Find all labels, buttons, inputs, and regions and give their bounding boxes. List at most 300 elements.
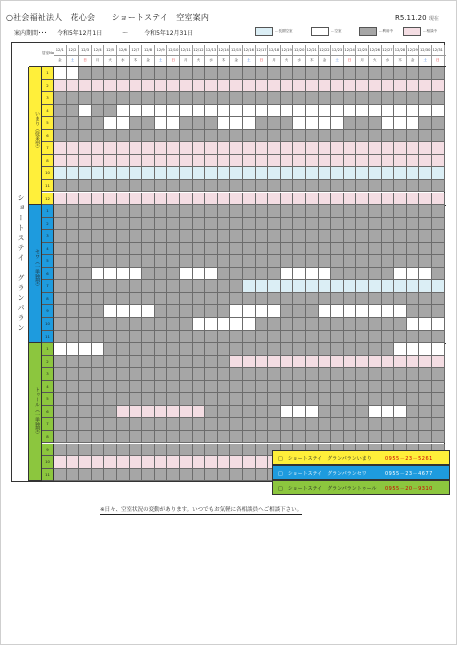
occupied-cell bbox=[54, 230, 67, 243]
occupied-cell bbox=[130, 92, 143, 105]
occupied-cell bbox=[432, 268, 445, 281]
vacant-cell[interactable] bbox=[394, 268, 407, 281]
consulting-cell bbox=[344, 155, 357, 168]
vacant-cell[interactable] bbox=[117, 117, 130, 130]
vacant-cell[interactable] bbox=[230, 305, 243, 318]
occupied-cell bbox=[331, 205, 344, 218]
occupied-cell bbox=[230, 368, 243, 381]
occupied-cell bbox=[419, 393, 432, 406]
vacant-cell[interactable] bbox=[344, 305, 357, 318]
consulting-cell bbox=[167, 142, 180, 155]
contact-name: □ ショートステイ グランパランいまり bbox=[278, 456, 372, 462]
occupied-cell bbox=[331, 343, 344, 356]
long-vacant-cell[interactable] bbox=[407, 280, 420, 293]
vacant-cell[interactable] bbox=[218, 105, 231, 118]
occupied-cell bbox=[407, 431, 420, 444]
occupied-cell bbox=[256, 180, 269, 193]
vacant-cell[interactable] bbox=[432, 318, 445, 331]
vacant-cell[interactable] bbox=[407, 105, 420, 118]
weekday-header: 金 bbox=[230, 55, 243, 66]
consulting-cell bbox=[142, 80, 155, 93]
vacant-cell[interactable] bbox=[155, 117, 168, 130]
vacant-cell[interactable] bbox=[230, 117, 243, 130]
consulting-cell bbox=[117, 456, 130, 469]
vacant-cell[interactable] bbox=[230, 105, 243, 118]
occupied-cell bbox=[117, 230, 130, 243]
date-header: 12/16 bbox=[243, 45, 256, 55]
occupied-cell bbox=[92, 469, 105, 482]
occupied-cell bbox=[306, 255, 319, 268]
long-vacant-cell[interactable] bbox=[369, 280, 382, 293]
date-header: 12/25 bbox=[356, 45, 369, 55]
vacant-cell[interactable] bbox=[205, 318, 218, 331]
vacant-cell[interactable] bbox=[382, 406, 395, 419]
occupied-cell bbox=[193, 130, 206, 143]
vacant-cell[interactable] bbox=[319, 305, 332, 318]
long-vacant-cell[interactable] bbox=[218, 167, 231, 180]
occupied-cell bbox=[369, 418, 382, 431]
consulting-cell bbox=[382, 356, 395, 369]
occupied-cell bbox=[306, 130, 319, 143]
long-vacant-cell[interactable] bbox=[243, 167, 256, 180]
vacant-cell[interactable] bbox=[104, 305, 117, 318]
occupied-cell bbox=[356, 218, 369, 231]
occupied-cell bbox=[155, 368, 168, 381]
occupied-cell bbox=[92, 255, 105, 268]
occupied-cell bbox=[104, 356, 117, 369]
long-vacant-cell[interactable] bbox=[256, 167, 269, 180]
occupied-cell bbox=[407, 92, 420, 105]
vacant-cell[interactable] bbox=[117, 105, 130, 118]
vacant-cell[interactable] bbox=[407, 117, 420, 130]
vacant-cell[interactable] bbox=[382, 305, 395, 318]
vacant-cell[interactable] bbox=[167, 117, 180, 130]
occupied-cell bbox=[230, 444, 243, 457]
vacant-cell[interactable] bbox=[54, 67, 67, 80]
occupied-cell bbox=[230, 130, 243, 143]
occupied-cell bbox=[432, 381, 445, 394]
long-vacant-cell[interactable] bbox=[205, 167, 218, 180]
weekday-header: 日 bbox=[432, 55, 445, 66]
vacant-cell[interactable] bbox=[293, 406, 306, 419]
occupied-cell bbox=[218, 218, 231, 231]
consulting-cell bbox=[205, 155, 218, 168]
occupied-cell bbox=[256, 343, 269, 356]
occupied-cell bbox=[331, 431, 344, 444]
vacant-cell[interactable] bbox=[394, 305, 407, 318]
vacant-cell[interactable] bbox=[268, 305, 281, 318]
occupied-cell bbox=[281, 318, 294, 331]
occupied-cell bbox=[281, 218, 294, 231]
vacant-cell[interactable] bbox=[142, 105, 155, 118]
vacant-cell[interactable] bbox=[331, 305, 344, 318]
facility-column bbox=[12, 67, 29, 481]
long-vacant-cell[interactable] bbox=[92, 167, 105, 180]
long-vacant-cell[interactable] bbox=[369, 167, 382, 180]
vacant-cell[interactable] bbox=[419, 268, 432, 281]
occupied-cell bbox=[268, 368, 281, 381]
weekday-header: 土 bbox=[155, 55, 168, 66]
vacant-cell[interactable] bbox=[306, 406, 319, 419]
vacant-cell[interactable] bbox=[281, 105, 294, 118]
vacant-cell[interactable] bbox=[382, 117, 395, 130]
occupied-cell bbox=[356, 268, 369, 281]
consulting-cell bbox=[319, 142, 332, 155]
long-vacant-cell[interactable] bbox=[193, 167, 206, 180]
vacant-cell[interactable] bbox=[205, 268, 218, 281]
vacant-cell[interactable] bbox=[167, 105, 180, 118]
occupied-cell bbox=[432, 293, 445, 306]
vacant-cell[interactable] bbox=[369, 105, 382, 118]
long-vacant-cell[interactable] bbox=[117, 167, 130, 180]
long-vacant-cell[interactable] bbox=[382, 280, 395, 293]
vacant-cell[interactable] bbox=[218, 117, 231, 130]
vacant-cell[interactable] bbox=[407, 318, 420, 331]
long-vacant-cell[interactable] bbox=[130, 167, 143, 180]
occupied-cell bbox=[281, 180, 294, 193]
occupied-cell bbox=[281, 331, 294, 344]
consulting-cell bbox=[218, 456, 231, 469]
occupied-cell bbox=[155, 469, 168, 482]
occupied-cell bbox=[230, 406, 243, 419]
long-vacant-cell[interactable] bbox=[344, 167, 357, 180]
vacant-cell[interactable] bbox=[243, 117, 256, 130]
long-vacant-cell[interactable] bbox=[394, 167, 407, 180]
occupied-cell bbox=[117, 293, 130, 306]
vacant-cell[interactable] bbox=[218, 318, 231, 331]
long-vacant-cell[interactable] bbox=[293, 280, 306, 293]
long-vacant-cell[interactable] bbox=[382, 167, 395, 180]
occupied-cell bbox=[356, 418, 369, 431]
occupied-cell bbox=[130, 381, 143, 394]
vacant-cell[interactable] bbox=[382, 105, 395, 118]
occupied-cell bbox=[67, 230, 80, 243]
vacant-cell[interactable] bbox=[117, 305, 130, 318]
occupied-cell bbox=[92, 418, 105, 431]
occupied-cell bbox=[369, 293, 382, 306]
occupied-cell bbox=[79, 368, 92, 381]
long-vacant-cell[interactable] bbox=[319, 167, 332, 180]
occupied-cell bbox=[243, 180, 256, 193]
occupied-cell bbox=[167, 130, 180, 143]
vacant-cell[interactable] bbox=[319, 117, 332, 130]
occupied-cell bbox=[331, 318, 344, 331]
vacant-cell[interactable] bbox=[394, 105, 407, 118]
occupied-cell bbox=[155, 205, 168, 218]
consulting-cell bbox=[281, 193, 294, 206]
occupied-cell bbox=[79, 268, 92, 281]
long-vacant-cell[interactable] bbox=[155, 167, 168, 180]
long-vacant-cell[interactable] bbox=[306, 280, 319, 293]
long-vacant-cell[interactable] bbox=[243, 280, 256, 293]
vacant-cell[interactable] bbox=[419, 105, 432, 118]
occupied-cell bbox=[67, 205, 80, 218]
vacant-cell[interactable] bbox=[281, 268, 294, 281]
long-vacant-cell[interactable] bbox=[256, 280, 269, 293]
vacant-cell[interactable] bbox=[79, 343, 92, 356]
occupied-cell bbox=[281, 305, 294, 318]
unit-name: トゥール（一単独型） bbox=[34, 387, 40, 438]
occupied-cell bbox=[142, 255, 155, 268]
occupied-cell bbox=[319, 67, 332, 80]
occupied-cell bbox=[256, 418, 269, 431]
vacant-cell[interactable] bbox=[54, 343, 67, 356]
vacant-cell[interactable] bbox=[243, 318, 256, 331]
consulting-cell bbox=[67, 456, 80, 469]
occupied-cell bbox=[218, 305, 231, 318]
vacant-cell[interactable] bbox=[256, 105, 269, 118]
occupied-cell bbox=[130, 130, 143, 143]
vacant-cell[interactable] bbox=[293, 105, 306, 118]
occupied-cell bbox=[130, 205, 143, 218]
occupied-cell bbox=[54, 444, 67, 457]
vacant-cell[interactable] bbox=[369, 406, 382, 419]
vacant-cell[interactable] bbox=[394, 117, 407, 130]
consulting-cell bbox=[67, 80, 80, 93]
consulting-cell bbox=[180, 142, 193, 155]
long-vacant-cell[interactable] bbox=[142, 167, 155, 180]
occupied-cell bbox=[54, 92, 67, 105]
consulting-cell bbox=[205, 456, 218, 469]
occupied-cell bbox=[117, 255, 130, 268]
long-vacant-cell[interactable] bbox=[432, 280, 445, 293]
vacant-cell[interactable] bbox=[394, 406, 407, 419]
long-vacant-cell[interactable] bbox=[104, 167, 117, 180]
occupied-cell bbox=[344, 117, 357, 130]
long-vacant-cell[interactable] bbox=[432, 167, 445, 180]
occupied-cell bbox=[104, 280, 117, 293]
occupied-cell bbox=[155, 180, 168, 193]
vacant-cell[interactable] bbox=[243, 305, 256, 318]
long-vacant-cell[interactable] bbox=[319, 280, 332, 293]
vacant-cell[interactable] bbox=[407, 268, 420, 281]
room-number: 2 bbox=[42, 218, 54, 231]
vacant-cell[interactable] bbox=[407, 343, 420, 356]
consulting-cell bbox=[407, 356, 420, 369]
vacant-cell[interactable] bbox=[306, 117, 319, 130]
long-vacant-cell[interactable] bbox=[306, 167, 319, 180]
occupied-cell bbox=[243, 255, 256, 268]
occupied-cell bbox=[356, 67, 369, 80]
long-vacant-cell[interactable] bbox=[67, 167, 80, 180]
occupied-cell bbox=[104, 205, 117, 218]
occupied-cell bbox=[142, 343, 155, 356]
date-header: 12/6 bbox=[117, 45, 130, 55]
consulting-cell bbox=[104, 155, 117, 168]
long-vacant-cell[interactable] bbox=[419, 167, 432, 180]
vacant-cell[interactable] bbox=[67, 343, 80, 356]
occupied-cell bbox=[356, 205, 369, 218]
vacant-cell[interactable] bbox=[369, 305, 382, 318]
vacant-cell[interactable] bbox=[180, 105, 193, 118]
occupied-cell bbox=[268, 205, 281, 218]
occupied-cell bbox=[281, 255, 294, 268]
weekday-header: 土 bbox=[331, 55, 344, 66]
long-vacant-cell[interactable] bbox=[281, 280, 294, 293]
vacant-cell[interactable] bbox=[432, 343, 445, 356]
occupied-cell bbox=[67, 469, 80, 482]
occupied-cell bbox=[293, 255, 306, 268]
long-vacant-cell[interactable] bbox=[356, 167, 369, 180]
vacant-cell[interactable] bbox=[180, 268, 193, 281]
consulting-cell bbox=[92, 456, 105, 469]
occupied-cell bbox=[256, 205, 269, 218]
room-number: 11 bbox=[42, 331, 54, 344]
occupied-cell bbox=[67, 130, 80, 143]
long-vacant-cell[interactable] bbox=[407, 167, 420, 180]
vacant-cell[interactable] bbox=[293, 268, 306, 281]
long-vacant-cell[interactable] bbox=[180, 167, 193, 180]
long-vacant-cell[interactable] bbox=[167, 167, 180, 180]
vacant-cell[interactable] bbox=[344, 105, 357, 118]
room-number: 11 bbox=[42, 469, 54, 482]
occupied-cell bbox=[218, 393, 231, 406]
consulting-cell bbox=[394, 80, 407, 93]
vacant-cell[interactable] bbox=[281, 406, 294, 419]
occupied-cell bbox=[281, 393, 294, 406]
occupied-cell bbox=[382, 431, 395, 444]
vacant-cell[interactable] bbox=[432, 105, 445, 118]
occupied-cell bbox=[117, 393, 130, 406]
consulting-cell bbox=[230, 142, 243, 155]
vacant-cell[interactable] bbox=[319, 105, 332, 118]
vacant-cell[interactable] bbox=[419, 318, 432, 331]
vacant-cell[interactable] bbox=[104, 268, 117, 281]
vacant-cell[interactable] bbox=[293, 117, 306, 130]
occupied-cell bbox=[382, 268, 395, 281]
consulting-cell bbox=[331, 356, 344, 369]
occupied-cell bbox=[79, 293, 92, 306]
vacant-cell[interactable] bbox=[193, 105, 206, 118]
vacant-cell[interactable] bbox=[331, 105, 344, 118]
date-header: 12/7 bbox=[130, 45, 143, 55]
occupied-cell bbox=[218, 280, 231, 293]
consulting-cell bbox=[407, 142, 420, 155]
vacant-cell[interactable] bbox=[306, 268, 319, 281]
vacant-cell[interactable] bbox=[331, 117, 344, 130]
vacant-cell[interactable] bbox=[319, 268, 332, 281]
long-vacant-cell[interactable] bbox=[331, 167, 344, 180]
occupied-cell bbox=[218, 92, 231, 105]
occupied-cell bbox=[117, 356, 130, 369]
consulting-cell bbox=[419, 80, 432, 93]
date-header: 12/28 bbox=[394, 45, 407, 55]
vacant-cell[interactable] bbox=[130, 268, 143, 281]
consulting-cell bbox=[344, 356, 357, 369]
consulting-cell bbox=[205, 80, 218, 93]
occupied-cell bbox=[155, 280, 168, 293]
occupied-cell bbox=[79, 356, 92, 369]
vacant-cell[interactable] bbox=[142, 305, 155, 318]
vacant-cell[interactable] bbox=[193, 268, 206, 281]
occupied-cell bbox=[130, 280, 143, 293]
occupied-cell bbox=[407, 368, 420, 381]
consulting-cell bbox=[180, 80, 193, 93]
weekday-header: 水 bbox=[117, 55, 130, 66]
occupied-cell bbox=[382, 205, 395, 218]
weekday-header: 日 bbox=[344, 55, 357, 66]
occupied-cell bbox=[331, 418, 344, 431]
vacant-cell[interactable] bbox=[92, 268, 105, 281]
occupied-cell bbox=[293, 305, 306, 318]
room-number: 8 bbox=[42, 431, 54, 444]
occupied-cell bbox=[79, 393, 92, 406]
long-vacant-cell[interactable] bbox=[356, 280, 369, 293]
occupied-cell bbox=[268, 318, 281, 331]
occupied-cell bbox=[331, 130, 344, 143]
occupied-cell bbox=[142, 418, 155, 431]
long-vacant-cell[interactable] bbox=[344, 280, 357, 293]
consulting-cell bbox=[54, 155, 67, 168]
vacant-cell[interactable] bbox=[130, 305, 143, 318]
long-vacant-cell[interactable] bbox=[394, 280, 407, 293]
vacant-cell[interactable] bbox=[193, 318, 206, 331]
occupied-cell bbox=[407, 381, 420, 394]
occupied-cell bbox=[92, 393, 105, 406]
vacant-cell[interactable] bbox=[306, 105, 319, 118]
occupied-cell bbox=[155, 418, 168, 431]
vacant-cell[interactable] bbox=[256, 305, 269, 318]
occupied-cell bbox=[394, 218, 407, 231]
vacant-cell[interactable] bbox=[205, 105, 218, 118]
vacant-cell[interactable] bbox=[67, 67, 80, 80]
vacant-cell[interactable] bbox=[230, 318, 243, 331]
consulting-cell bbox=[356, 356, 369, 369]
occupied-cell bbox=[407, 255, 420, 268]
vacant-cell[interactable] bbox=[79, 105, 92, 118]
occupied-cell bbox=[394, 205, 407, 218]
long-vacant-cell[interactable] bbox=[419, 280, 432, 293]
long-vacant-cell[interactable] bbox=[268, 167, 281, 180]
long-vacant-cell[interactable] bbox=[293, 167, 306, 180]
long-vacant-cell[interactable] bbox=[54, 167, 67, 180]
vacant-cell[interactable] bbox=[130, 105, 143, 118]
occupied-cell bbox=[142, 180, 155, 193]
occupied-cell bbox=[344, 318, 357, 331]
vacant-cell[interactable] bbox=[243, 105, 256, 118]
vacant-cell[interactable] bbox=[155, 105, 168, 118]
occupied-cell bbox=[419, 180, 432, 193]
occupied-cell bbox=[230, 381, 243, 394]
weekday-header: 日 bbox=[79, 55, 92, 66]
vacant-cell[interactable] bbox=[356, 105, 369, 118]
header-mid-rule bbox=[54, 55, 446, 56]
occupied-cell bbox=[92, 105, 105, 118]
long-vacant-cell[interactable] bbox=[281, 167, 294, 180]
long-vacant-cell[interactable] bbox=[331, 280, 344, 293]
occupied-cell bbox=[79, 130, 92, 143]
weekday-header: 水 bbox=[293, 55, 306, 66]
consulting-cell bbox=[369, 356, 382, 369]
vacant-cell[interactable] bbox=[104, 117, 117, 130]
consulting-cell bbox=[117, 80, 130, 93]
occupied-cell bbox=[382, 180, 395, 193]
vacant-cell[interactable] bbox=[268, 105, 281, 118]
weekday-header: 水 bbox=[382, 55, 395, 66]
consulting-cell bbox=[432, 80, 445, 93]
occupied-cell bbox=[180, 318, 193, 331]
occupied-cell bbox=[407, 305, 420, 318]
consulting-cell bbox=[79, 155, 92, 168]
vacant-cell[interactable] bbox=[117, 268, 130, 281]
long-vacant-cell[interactable] bbox=[79, 167, 92, 180]
long-vacant-cell[interactable] bbox=[230, 167, 243, 180]
long-vacant-cell[interactable] bbox=[268, 280, 281, 293]
vacant-cell[interactable] bbox=[394, 343, 407, 356]
vacant-cell[interactable] bbox=[356, 305, 369, 318]
vacant-cell[interactable] bbox=[419, 343, 432, 356]
vacant-cell[interactable] bbox=[92, 343, 105, 356]
